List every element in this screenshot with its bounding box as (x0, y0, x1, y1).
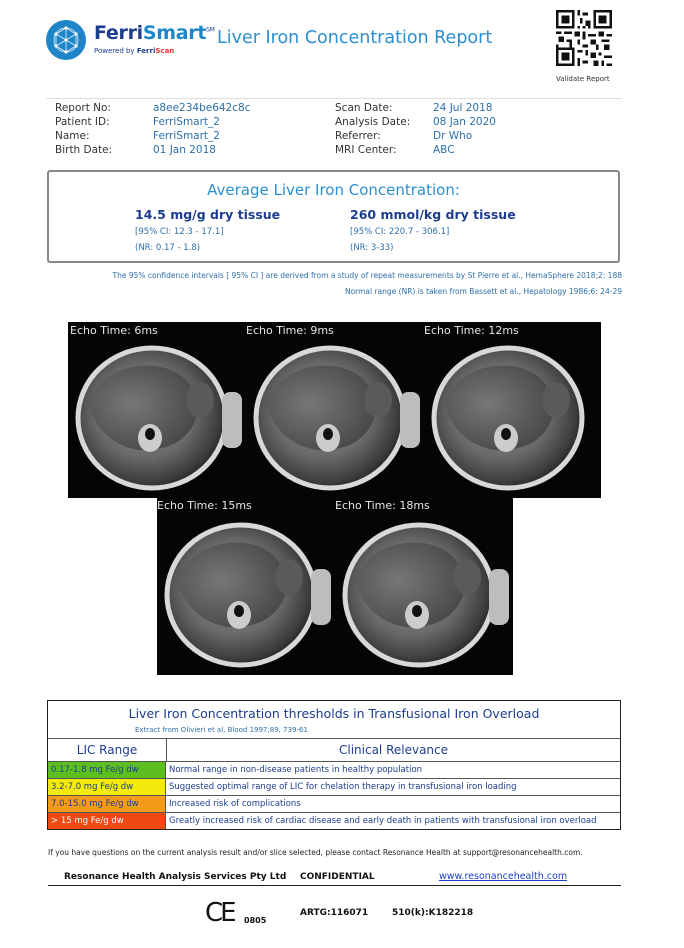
echo-time-label: Echo Time: 12ms (424, 324, 519, 337)
ce-mark-icon: CE (205, 898, 234, 928)
echo-time-label: Echo Time: 6ms (70, 324, 158, 337)
qr-code-icon[interactable] (556, 10, 612, 66)
lic-mmol-nr: (NR: 3-33) (350, 243, 394, 253)
mri-slice[interactable] (157, 497, 335, 675)
thresholds-header-row (48, 738, 620, 761)
mri-center: ABC (433, 144, 455, 156)
ferrismart-logo-icon (46, 20, 86, 60)
echo-time-label: Echo Time: 9ms (246, 324, 334, 337)
average-lic-box (47, 170, 620, 263)
nr-note: Normal range (NR) is taken from Bassett et al., Hepatology 1986;6: 24-29 (344, 287, 622, 296)
lic-mg-value: 14.5 mg/g dry tissue (135, 207, 281, 222)
mri-slice[interactable] (246, 322, 424, 498)
lic-range-cell: 7.0-15.0 mg Fe/g dw (48, 796, 166, 812)
ce-number: 0805 (244, 916, 267, 925)
mri-row-2 (157, 497, 513, 675)
lic-range-cell: 0.17-1.8 mg Fe/g dw (48, 762, 166, 778)
thresholds-source: Extract from Olivieri et al, Blood 1997;89, 739-61 (135, 726, 308, 734)
validate-report-label: Validate Report (556, 75, 610, 83)
footer-divider (48, 885, 621, 886)
info-labels-left (55, 101, 112, 157)
mri-slice[interactable] (424, 322, 601, 498)
contact-note: If you have questions on the current analysis result and/or slice selected, please contact Resonance Health at support@resonancehealth.com. (48, 848, 583, 857)
artg-number: ARTG:116071 (300, 908, 369, 918)
lic-mg-nr: (NR: 0.17 - 1.8) (135, 243, 201, 253)
info-label: Report No: (55, 102, 111, 114)
brand-name: FerriSmart℠ (94, 22, 215, 44)
mri-slice[interactable] (335, 497, 513, 675)
info-label: Analysis Date: (335, 116, 411, 128)
scan-date: 24 Jul 2018 (433, 102, 493, 114)
patient-id: FerriSmart_2 (153, 116, 220, 128)
echo-time-label: Echo Time: 15ms (157, 499, 252, 512)
table-row (48, 795, 620, 812)
col-clinical-relevance: Clinical Relevance (338, 743, 449, 757)
report-number: a8ee234be642c8c (153, 102, 251, 114)
patient-name: FerriSmart_2 (153, 130, 220, 142)
info-values-right (433, 101, 496, 157)
table-row (48, 761, 620, 778)
birth-date: 01 Jan 2018 (153, 144, 216, 156)
info-labels-right (335, 101, 410, 157)
info-label: MRI Center: (335, 144, 397, 156)
referrer: Dr Who (433, 130, 473, 142)
thresholds-table (47, 700, 621, 830)
powered-by: Powered by FerriScan (94, 47, 175, 55)
lic-range-cell: > 15 mg Fe/g dw (48, 813, 166, 829)
relevance-cell: Greatly increased risk of cardiac disease and early death in patients with transfusional iron overload (169, 816, 597, 826)
relevance-cell: Increased risk of complications (169, 799, 301, 809)
mri-slice[interactable] (68, 322, 246, 498)
company-name: Resonance Health Analysis Services Pty Ltd (64, 872, 287, 882)
average-lic-title: Average Liver Iron Concentration: (207, 181, 460, 199)
info-values-left (153, 101, 250, 157)
info-label: Name: (55, 130, 90, 142)
header-divider (46, 98, 622, 99)
table-row (48, 812, 620, 829)
relevance-cell: Suggested optimal range of LIC for chelation therapy in transfusional iron loading (169, 782, 517, 792)
fda-number: 510(k):K182218 (392, 908, 474, 918)
lic-mmol-value: 260 mmol/kg dry tissue (350, 207, 516, 222)
analysis-date: 08 Jan 2020 (433, 116, 496, 128)
col-lic-range: LIC Range (76, 743, 138, 757)
info-label: Patient ID: (55, 116, 110, 128)
info-label: Scan Date: (335, 102, 393, 114)
lic-mmol-ci: [95% CI: 220.7 - 306.1] (350, 227, 450, 237)
lic-mg-ci: [95% CI: 12.3 - 17.1] (135, 227, 224, 237)
thresholds-title: Liver Iron Concentration thresholds in Transfusional Iron Overload (128, 706, 540, 721)
info-label: Birth Date: (55, 144, 113, 156)
relevance-cell: Normal range in non-disease patients in healthy population (169, 765, 423, 775)
mri-row-1 (68, 322, 601, 498)
confidential-label: CONFIDENTIAL (300, 872, 375, 882)
website-link[interactable]: www.resonancehealth.com (439, 871, 568, 882)
lic-range-cell: 3.2-7.0 mg Fe/g dw (48, 779, 166, 795)
info-label: Referrer: (335, 130, 381, 142)
table-row (48, 778, 620, 795)
echo-time-label: Echo Time: 18ms (335, 499, 430, 512)
ci-note: The 95% confidence intervals [ 95% CI ] are derived from a study of repeat measurements by St Pierre et al., HemaSphere 2018;2: 188 (112, 271, 622, 280)
report-title: Liver Iron Concentration Report (217, 28, 493, 48)
